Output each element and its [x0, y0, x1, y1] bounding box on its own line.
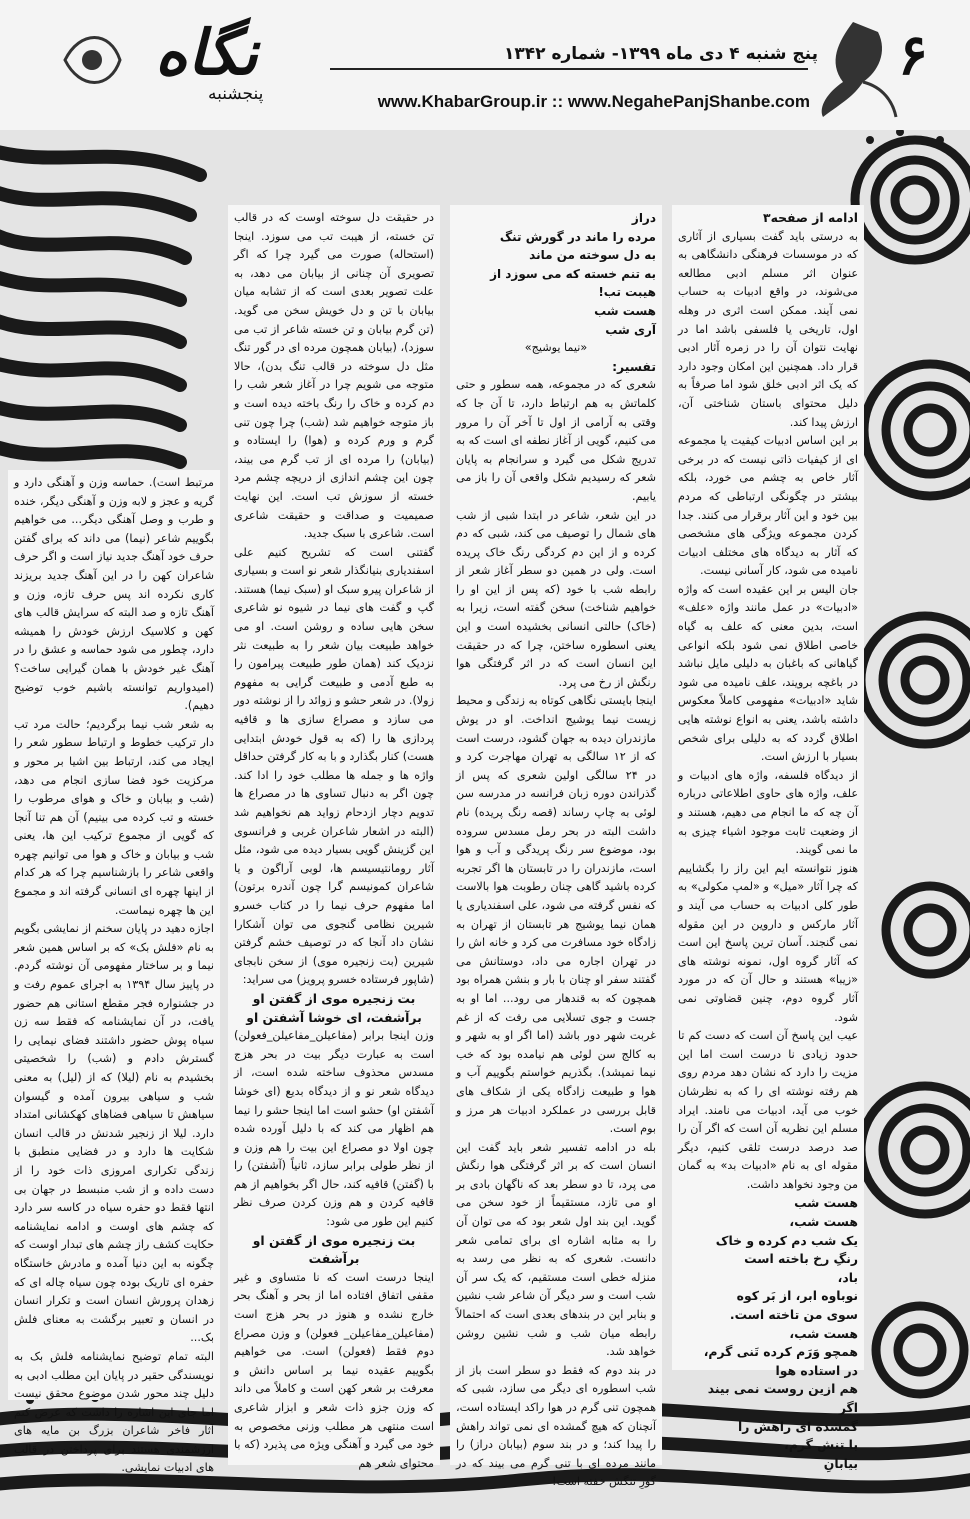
paragraph: جان الیس بر این عقیده است که واژه «ادبیات» در عمل مانند واژه «علف» است، بدین معنی که علف به گیاه خاصی اطلاق نمی شود بلکه انواعی گیاهانی که باغبان به دلیلی مایل نباشد در باغچه برویند، علف نامیده می شود شاید «ادبیات» مفهومی کاملاً معکوس داشته باشد، یعنی به انواع نوشته هایی اطلاق گردد که به دلیلی برای شخص بسیار با ارزش است.: [678, 582, 858, 764]
paragraph: به درستی باید گفت بسیاری از آثاری که در موسسات فرهنگی دانشگاهی به عنوان اثر مسلم ادبی مطالعه می‌شوند، در واقع ادبیات به حساب نمی آیند. ممکن است اثری در وهله اول، تاریخی یا فلسفی باشد اما در نهایت نتوان آن را در زمره آثار ادبی قرار داد. همچنین این امکان وجود دارد که یک اثر ادبی خلق شود اما صرفاً به دلیل محتوای باستان شناختی آن، ارزش پیدا کند.: [678, 229, 858, 429]
poem-stanza: [678, 1194, 858, 1473]
paragraph: اینجا بایستی نگاهی کوتاه به زندگی و محیط زیست نیما یوشیج انداخت. او در یوش مازندران دیده به جهان گشود، درست است که از ۱۲ سالگی به تهران مهاجرت کرد و در ۲۴ سالگی اولین شعری که پس از گذراندن دوره زبان فرانسه در مدرسه سن لوئی به چاپ رساند (قصه رنگ پریده) نام داشت البته در بحر رمل مسدس سروده بود، موضوع سر رنگ پریدگی و آب و هوا است، مازندران را در تابستان ها اگر تجربه کرده باشید گاهی چنان رطوبت هوا بالاست که نفس گرفته می شود، علی اسفندیاری یا همان نیما یوشیج هر تابستان از تهران به زادگاه خود مسافرت می کرد و خانه اش را در تهران اجاره می داد، دوستانش می گفتند سفر او چنان با بار و بنشن همراه بود همچون که به قندهار می رود... اما او به جست و جوی تسلایی می رفت که از غم غربت شهر دور باشد (اما اگر او به شهر و به کالج سن لوئی هم نیامده بود که خب نیما نمیشد). بگذریم خواستم بگوییم آب و هوا و طبیعت زادگاه یکی از شکاف های قابل بررسی در عملکرد ادبیات هر مرز و بوم است.: [456, 694, 656, 1136]
article-column-2: [450, 205, 662, 1489]
article-column-1: [672, 205, 864, 1471]
logo-subtitle: پنجشنبه: [208, 84, 264, 104]
paragraph: از دیدگاه فلسفه، واژه های ادبیات و علف، واژه های حاوی اطلاعاتی درباره آن چه که ما انجام می دهیم، هستند و از وضعیت ثابت موجود اشیاء چیزی به ما نمی گویند.: [678, 768, 858, 857]
poem-line: نوباوه ابر، از بَر کوه: [736, 1288, 858, 1304]
poem-line: هست شب: [794, 1195, 858, 1211]
paragraph: به شعر شب نیما برگردیم؛ حالت مرد تب دار ترکیب خطوط و ارتباط سطور شعر را ایجاد می کند، ارتباط بین اشیا بر محور و مرکزیت خود فضا سازی انجام می دهد، (شب و بیابان و خاک و هوای مرطوب را خسته و تب کرده می بینیم) آن هم تنا آنجا که گویی از مجموع ترکیب این ها، یعنی شب و بیابان و خاک و هوا می توانیم چهره واقعی شاعر را بازشناسیم چرا که هر کدام از اینها چهره ای انسانی گرفته اند و مجموع این ها چهره نیماست.: [14, 717, 214, 917]
quoted-verse: بت زنجیره موی از گفتن او برآشفت: [252, 1232, 416, 1267]
poem-attribution: «نیما یوشیج»: [524, 341, 588, 355]
issue-dateline: پنج شنبه ۴ دی ماه ۱۳۹۹- شماره ۱۳۴۲: [504, 44, 818, 64]
poem-line: به تنم خسته که می سوزد از هیبت تب!: [490, 266, 656, 300]
paragraph: گفتنی است که تشریح کنیم علی اسفندیاری بنیانگذار شعر نو است و بسیاری از شاعران پیرو سبک او (سبک نیما) هستند. گپ و گفت های نیما در شیوه نو شاعری سخن هایی ساده و روشن است. او می خواهد طبیعت بیان شعر را به طبیعت نثر نزدیک کند (همان طور طبیعت پیرامون را به طبع آدمی و طبیعت گرایی به مفهوم زولا). در شعر حشو و زوائد را از نوشته دور می سازد و مصراع سازی ها و قافیه پردازی ها را (که به قول خودش ابتدایی هست) کنار بگذارد و با به کار گرفتن حداقل واژه ها و جمله ها مطلب خود را ادا کند. چون اگر به دنبال تساوی ها در مصراع ها تدویم دچار ازدحام زواید هم نخواهیم شد (البته در اشعار شاعران غربی و فرانسوی این گزینش گویی بسیار دیده می شود، مثل آثار رومانتیسیسم ها، لوبی آراگون و یا شاعران کمونیسم گرا چون آندره برتون) اما مفهوم حرف نیما را در کتاب خسرو شیرین نظامی گنجوی می توان آشکارا نشان داد آنجا که در توصیف خشم گرفتن شیرین (بت زنجیره موی) از سخن نابجای (شاپور فرستاده خسرو پرویز) می سراید:: [234, 545, 434, 987]
poem-line: دراز: [631, 211, 656, 225]
paragraph: هنوز نتوانسته ایم این راز را بگشاییم که چرا آثار «میل» و «لمپ مکولی» به طور کلی ادبیات به حساب می آیند و آثار مارکس و داروین در این مقوله نمی گنجند. آسان ترین پاسخ این است که آثار گروه اول، نمونه نوشته های «زیبا» هستند و حال آن که در مورد آثار گروه دوم، چنین قضاوتی نمی شود.: [678, 861, 858, 1024]
poem-line: هست شب،: [789, 1214, 858, 1230]
website-urls: www.KhabarGroup.ir :: www.NegahePanjShanbe.com: [377, 92, 810, 111]
header-rule: [330, 68, 808, 70]
masthead: [0, 0, 970, 130]
article-column-3: [228, 205, 440, 1470]
poem-line: در استاده هوا: [775, 1362, 858, 1378]
section-heading: تفسیر:: [612, 358, 656, 374]
poem-line: سوی من تاخته است.: [729, 1307, 858, 1323]
logo-wordmark: نگاه: [155, 16, 258, 89]
poem-line: به دل سوخته من ماند: [529, 248, 656, 263]
paragraph: مرتبط است). حماسه وزن و آهنگی دارد و گریه و عجز و لابه وزن و آهنگی دیگر، خنده و طرب و وصل آهنگی دیگر... می خواهیم بگوییم شاعر (نیما) می داند که برای گفتن حرف خود آهنگ جدید نیاز است و اگر حرف شاعران کهن را در این آهنگ جدید بریزند کاری نکرده اند پس حرف تازه، وزن و آهنگ تازه و صد البته که سرایش قالب های کهن و کلاسیک ارزش خودش را همیشه دارد، چطور می شود حماسه و عشق را در آهنگ غیر خودش با همان گیرایی ساخت؟ (امیدواریم توانسته باشیم خوب توضیح دهیم).: [14, 476, 214, 713]
poem-line: هست شب: [594, 303, 656, 318]
paragraph: شعری که در مجموعه، همه سطور و حتی کلماتش به هم ارتباط دارد، تا آن جا که وقتی به آرامی از اول تا آخر آن را مرور می کنیم، گویی از آغاز نطفه ای است که به تدریج شکل می گیرد و سرانجام به پایان شعر که رسیدیم شکل واقعی آن را باز می یابیم.: [456, 378, 656, 503]
newspaper-logo: [60, 10, 280, 110]
poem-line: باد،: [837, 1269, 858, 1285]
poem-line: رنگِ رخ باخته است: [744, 1251, 858, 1267]
poem-line: هم ازین روست نمی بیند: [707, 1381, 858, 1397]
phoenix-illustration: [808, 12, 898, 122]
paragraph: وزن اینجا برابر (مفاعیلن_مفاعیلن_فعولن) است به عبارت دیگر بیت در بحر هزج مسدس محذوف ساخته شده است، از دیدگاه شعر نو و از دیدگاه بدیع (ای خوشا آشفتن او) حشو است اما اینجا حشو را نیما هم اظهار می کند که با دلیل آورده شده چون اولا دو مصراع این بیت را هم وزن و از نظر طولی برابر سازد، ثانیاً (آشفتن) را با (گفتن) قافیه کند، حال اگر بخواهیم از هم قافیه کردن و هم وزن کردن صرف نظر کنیم این طور می شود:: [234, 1029, 434, 1229]
paragraph: در حقیقت دل سوخته اوست که در قالب تن خسته، از هیبت تب می سوزد. اینجا (استحاله) صورت می گیرد چرا که اگر تصویری آن چنانی از بیابان می دهد، به علت تصویر بعدی است که از تشابه میان بیابان با تن و دل خویش سخن می گوید. (تن گرم بیابان و تن خسته شاعر از تب می سوزد)، (بیابان همچون مرده ای در گور تنگ مثل دل سوخته در قالب تنگ بدن)، حالا متوجه می شویم چرا در آغاز شعر شب را دم کرده و خاک را رنگ باخته دیده است و باز متوجه خواهیم شد (شب) چرا چون تنی گرم و ورم کرده و (هوا) را ایستاده و (بیابان) را مرده ای از تب گرم می بیند، چون این چشم اندازی از دریچه چشم مرد خسته از سوزش تب است. این نهایت صمیمیت و صداقت و حقیقت شاعری است. شاعری با سبک جدید.: [234, 211, 434, 541]
paragraph: در این شعر، شاعر در ابتدا شبی از شب های شمال را توصیف می کند، شبی که دم کرده و از این دم کردگی رنگ خاک پریده است. ولی در همین دو سطر آغاز شعر از رابطه شب با خود (که پس از این او را خواهیم شناخت) سخن گفته است، زیرا به (خاک) حالتی انسانی بخشیده است و این یعنی اسطوره ساختن، چرا که در حقیقت این انسان است که در اثر گرفتگی هوا رنگش از رخ می پرد.: [456, 508, 656, 689]
paragraph: اجازه دهید در پایان سخنم از نمایشی بگویم به نام «فلش بک» که بر اساس همین شعر نیما و بر ساختار مفهومی آن نوشته گردم. در پاییز سال ۱۳۹۴ به اجرای عموم رفت و در جشنواره فجر مقطع استانی هم حضور یافت، در آن نمایشنامه که فقط سه زن سیاه پوش حضور داشتند فضای نیمایی را گسترش دادم و (شب) را شخصیتی بخشیدم به نام (لیلا) که از (لیل) به معنی شب و سیاهی بیرون آمده و گیسوان سیاهش تا سیاهی فضاهای کهکشانی امتداد دارد. لیلا از زنجیر شدنش در قالب انسان شکایت ها دارد و در فضایی منطبق با زندگی تکراری امروزی ذات خود را از دست داده و از شب منبسط در جهان بی انتها فقط دو حفره سیاه در کاسه سر دارد که چشم های اوست و ادامه نمایشنامه حکایت کشف راز چشم های تبدار اوست که چگونه به این دنیا آمده و مادرش خاستگاه حفره ای تاریک بوده چون سیاه چاله ای که زهدان پرورش انسان است و تکرار انسان در انسان و تعبیر برگشت به معنای فلش بک...: [14, 922, 214, 1345]
poem-line: هست شب،: [789, 1325, 858, 1341]
quoted-verse: بت زنجیره موی از گفتن او برآشفت، ای خوشا آشفتن او: [246, 990, 422, 1025]
continued-from-heading: ادامه از صفحه۳: [763, 210, 858, 225]
poem-stanza: [456, 209, 656, 339]
paragraph: در بند دوم که فقط دو سطر است باز از شب اسطوره ای دیگر می سازد، شبی که همچون تنی گرم در هوا راکد ایستاده است، آنچنان که هیچ گمشده ای نمی تواند راهش را پیدا کند؛ و در بند سوم (بیابان دراز) را مانند مرده ای با تنی گرم می بیند که در گورِ تنگش خفته است!: [456, 1363, 656, 1489]
article-column-4: [8, 470, 220, 1475]
paragraph: بله در ادامه تفسیر شعر باید گفت این انسان است که بر اثر گرفتگی هوا رنگش می پرد، تا دو سطر بعد که ناگهان بادی بر او می تازد، مستقیماً از خود سخن می گوید. این بند اول شعر بود که می توان آن را به مثابه اشاره ای برای تمامی شعر دانست. شعری که به نظر می رسد به منزله خطی است مستقیم، که یک سر آن شب است و سر دیگر آن شاعر شب نشین و بنابر این در بندهای بعدی است که احتمالاً رابطه میان شب و شب نشین روشن خواهد شد.: [456, 1140, 656, 1359]
paragraph: عیب این پاسخ آن است که دست کم تا حدود زیادی نا درست است اما این مزیت را دارد که نشان دهد مردم روی هم رفته نوشته ای را که به نظرشان خوب می آید، ادبیات می نامند. ایراد مسلم این نظریه آن است که اگر آن را صد درصد درست تلقی کنیم، دیگر مقوله ای به نام «ادبیات بد» به گمان من وجود نخواهد داشت.: [678, 1029, 858, 1191]
poem-line: آری شب: [605, 322, 656, 337]
poem-line: اگر: [838, 1400, 858, 1415]
paragraph: البته تمام توضیح نمایشنامه فلش بک به نویسندگی حقیر در پایان این مطلب ادبی به دلیل چند محور شدن موضوع محقق نیست اما جای این اشاره را داشت که عرض کنم آثار فاخر شاعران بزرگ بن مایه های ارزشمندی هستند برای پرداختن در قالب های ادبیات نمایشی.: [14, 1349, 214, 1475]
poem-line: یک شب دم کرده و خاک: [715, 1232, 858, 1248]
paragraph: بر این اساس ادبیات کیفیت یا مجموعه ای از کیفیات ذاتی نیست که در برخی آثار خاص به چشم می خورد، بلکه بیشتر در چگونگی ارتباطی که مردم بین خود و این آثار برقرار می کنند. جدا کردن مجموعه ویژگی های مشخصی که آثار به دیدگاه های مختلف ادبیات نامیده می شود، کار آسانی نیست.: [678, 434, 858, 578]
poem-line: همچو وَرَم کرده تَنی گرم،: [703, 1344, 858, 1360]
paragraph: اینجا درست است که نا متساوی و غیر مقفی اتفاق افتاده اما از بحر و آهنگ بحر خارج نشده و هنوز در بحر هزج است (مفاعیلن_مفاعیلن_ فعولن) و وزن مصراع دوم فقط (فعولن) است. می خواهیم بگوییم عقیده نیما بر اساس دانش و معرفت بر شعر کهن است و کاملاً می داند که وزن جزو ذات شعر و ابزار شاعری است منتهی هر مطلب وزنی مخصوص به خود می گیرد و آهنگی ویژه می پذیرد (که با محتوای شعر هم: [234, 1270, 434, 1470]
page-number: ۶: [898, 22, 929, 88]
poem-line: بیابانِ: [823, 1455, 858, 1471]
poem-line: مرده را ماند در گورش تنگ: [499, 229, 656, 244]
poem-line: با تنش گرم،: [784, 1437, 858, 1453]
poem-line: گمشده ای راهش را: [737, 1418, 858, 1434]
